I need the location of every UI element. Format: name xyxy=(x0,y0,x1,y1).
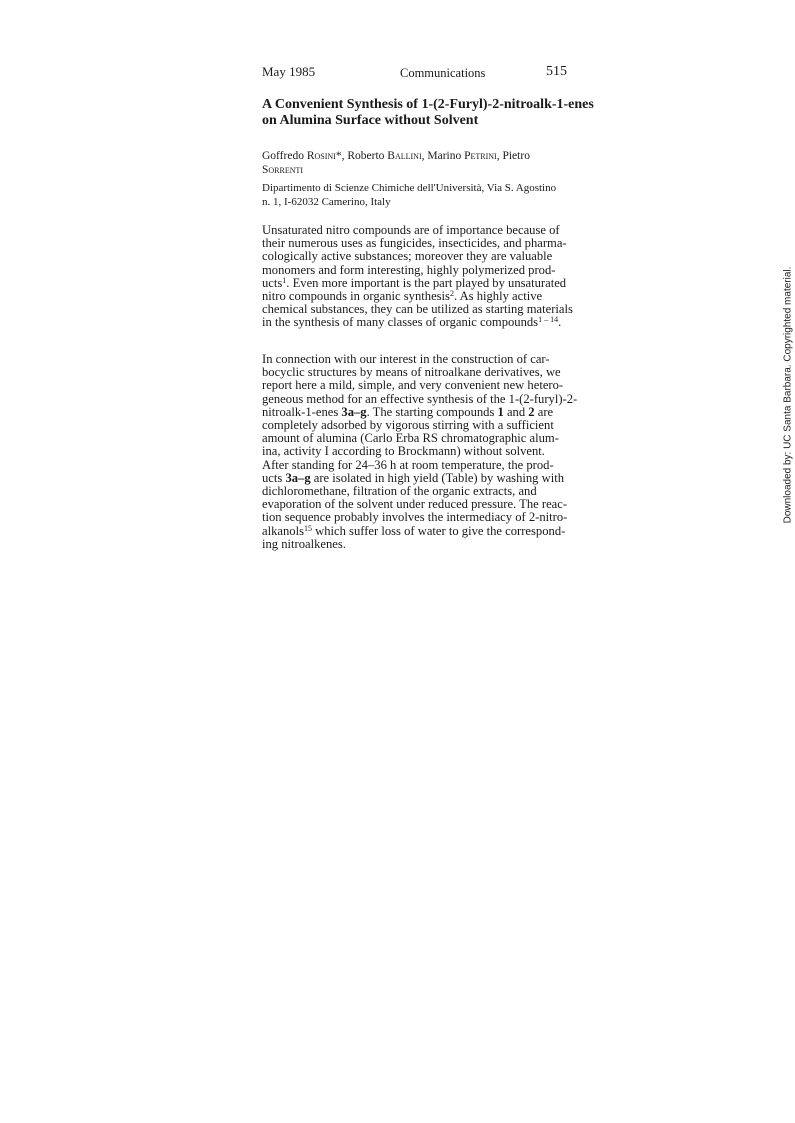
author-line xyxy=(262,163,562,177)
text-fragment: in the synthesis of many classes of organic compounds xyxy=(262,315,539,330)
text-line: tion sequence probably involves the intermediacy of 2-nitro- xyxy=(262,510,568,525)
text-line: In connection with our interest in the construction of car- xyxy=(262,352,550,366)
text-fragment: . The starting compounds xyxy=(366,404,498,419)
text-fragment: . xyxy=(558,315,562,330)
text-fragment: ucts xyxy=(262,275,283,290)
text-line: amount of alumina (Carlo Erba RS chromatographic alum- xyxy=(262,431,559,446)
compound-label: 1 xyxy=(497,404,504,419)
author-first-name: Roberto xyxy=(347,150,385,162)
text-fragment: nitroalk-1-enes xyxy=(262,404,342,419)
section-name: Communications xyxy=(400,66,486,80)
download-watermark: Downloaded by: UC Santa Barbara. Copyrighted material. xyxy=(782,266,794,524)
text-fragment: which suffer loss of water to give the correspond- xyxy=(311,523,566,538)
compound-label: 2 xyxy=(528,404,535,419)
text-fragment: . Even more important is the part played by unsaturated xyxy=(286,275,567,290)
text-line: ina, activity I according to Brockmann) without solvent. xyxy=(262,444,545,459)
text-fragment: alkanols xyxy=(262,523,304,538)
author-last-name: Ballini, xyxy=(387,150,425,162)
running-header xyxy=(262,64,567,82)
author-first-name: Goffredo xyxy=(262,150,304,162)
text-line: dichloromethane, filtration of the organic extracts, and xyxy=(262,484,537,499)
author-last-name: Petrini, xyxy=(464,150,500,162)
author-list xyxy=(262,149,562,177)
affiliation xyxy=(262,182,567,209)
reference-marker: 1 xyxy=(282,275,287,285)
author-last-name: Rosini xyxy=(306,150,336,162)
text-line: cologically active substances; moreover they are valuable xyxy=(262,249,553,264)
text-fragment: are isolated in high yield (Table) by washing with xyxy=(310,470,565,485)
text-line: Unsaturated nitro compounds are of importance because of xyxy=(262,223,560,237)
body-paragraph-1 xyxy=(262,223,573,330)
issue-date: May 1985 xyxy=(262,64,316,79)
text-line xyxy=(262,525,567,538)
text-fragment: ucts xyxy=(262,470,286,485)
text-fragment: and xyxy=(503,404,529,419)
text-line: report here a mild, simple, and very convenient new hetero- xyxy=(262,378,564,393)
text-line: monomers and form interesting, highly polymerized prod- xyxy=(262,262,556,277)
article-title xyxy=(262,97,594,128)
author-line xyxy=(262,149,562,163)
reference-marker: 15 xyxy=(303,523,312,533)
text-line: After standing for 24–36 h at room temperature, the prod- xyxy=(262,457,554,472)
author-first-name: Marino xyxy=(427,150,462,162)
text-line: ing nitroalkenes. xyxy=(262,536,346,551)
reference-marker: 1 – 14 xyxy=(538,315,559,325)
text-line: their numerous uses as fungicides, insecticides, and pharma- xyxy=(262,236,567,251)
text-line: bocyclic structures by means of nitroalkane derivatives, we xyxy=(262,365,561,380)
text-fragment: nitro compounds in organic synthesis xyxy=(262,289,450,304)
affiliation-line: n. 1, I-62032 Camerino, Italy xyxy=(262,195,391,208)
text-line: completely adsorbed by vigorous stirring with a sufficient xyxy=(262,418,554,433)
text-line xyxy=(262,316,567,329)
text-fragment: . As highly active xyxy=(453,289,543,304)
text-line: geneous method for an effective synthesis of the 1-(2-furyl)-2- xyxy=(262,391,578,406)
author-last-name: Sorrenti xyxy=(262,164,304,176)
affiliation-line: Dipartimento di Scienze Chimiche dell'Università, Via S. Agostino xyxy=(262,182,557,194)
body-paragraph-2 xyxy=(262,352,578,551)
text-line: chemical substances, they can be utilized as starting materials xyxy=(262,302,573,317)
corresponding-author-mark: *, xyxy=(335,150,345,162)
compound-label: 3a–g xyxy=(285,470,311,485)
author-first-name: Pietro xyxy=(502,150,530,162)
text-fragment: are xyxy=(534,404,554,419)
compound-label: 3a–g xyxy=(341,404,367,419)
reference-marker: 2 xyxy=(449,289,454,299)
text-line: evaporation of the solvent under reduced pressure. The reac- xyxy=(262,497,568,512)
page-number: 515 xyxy=(546,64,567,79)
title-line: on Alumina Surface without Solvent xyxy=(262,112,479,128)
title-line: A Convenient Synthesis of 1-(2-Furyl)-2-nitroalk-1-enes xyxy=(262,97,594,112)
